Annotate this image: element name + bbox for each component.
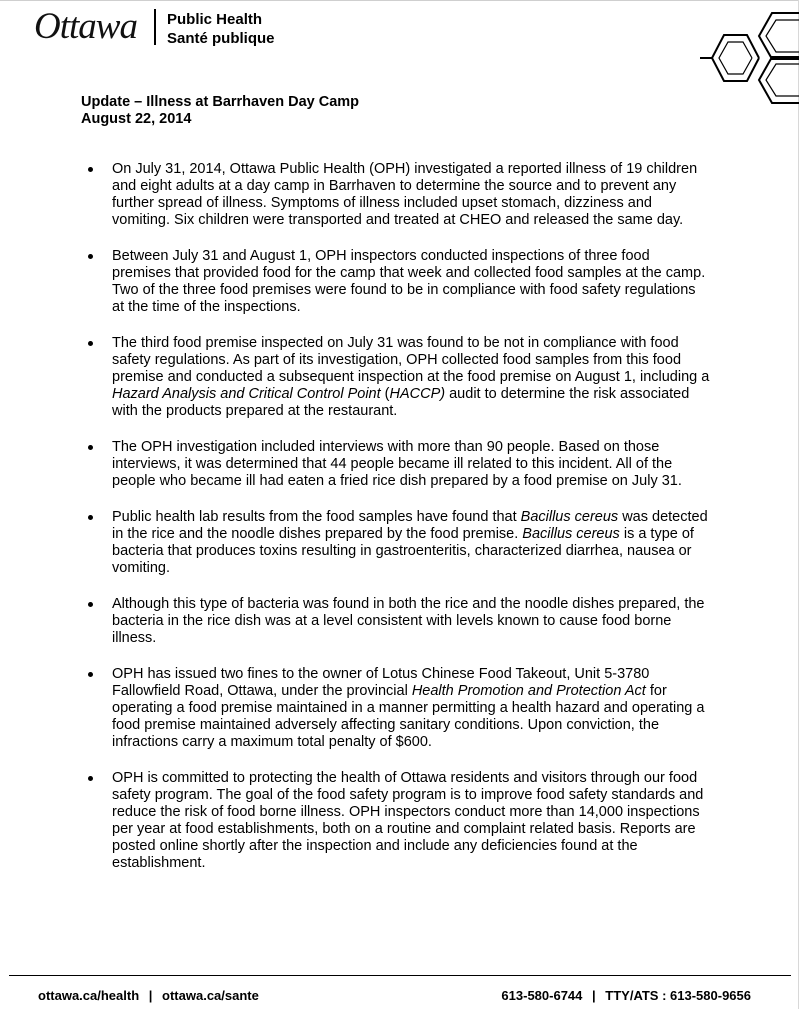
bullet-text-italic: Bacillus cereus (520, 509, 619, 525)
bullet-text-run: was detected in the rice and the noodle dishes prepared by the food premise. (112, 509, 708, 542)
department-name-fr: Santé publique (167, 30, 275, 47)
bullet-text (112, 770, 710, 872)
bullet-dot-icon (88, 776, 93, 781)
bullet-item (0, 666, 710, 751)
bullet-text (112, 509, 710, 577)
bullet-dot-icon (88, 445, 93, 450)
bullet-text-run: for operating a food premise maintained in a manner permitting a health hazard and operating a food premise maintained adversely affecting sanitary conditions. Upon conviction, the infractions carry a maximum total penalty of $600. (112, 683, 705, 750)
bullet-dot-icon (88, 602, 93, 607)
bullet-text-run: The third food premise inspected on July 31 was found to be not in compliance with food safety regulations. As part of its investigation, OPH collected food samples from this food premise and conducted a subsequent inspection at the food premise on August 1, including a (112, 335, 710, 385)
document-title (81, 94, 359, 128)
footer-phone: 613-580-6744 (501, 988, 583, 1003)
bullet-text-run: OPH is committed to protecting the health of Ottawa residents and visitors through our food safety program. The goal of the food safety program is to improve food safety standards and reduce the risk of food borne illness. OPH inspectors conduct more than 14,000 inspections per year at food establishments, both on a routine and complaint related basis. Reports are posted online shortly after the inspection and include any deficiencies found at the establishment. (112, 770, 704, 871)
bullet-text-italic: Bacillus cereus (522, 526, 620, 542)
footer-tty: TTY/ATS : 613-580-9656 (605, 988, 751, 1003)
ottawa-logo: Ottawa (34, 6, 137, 47)
bullet-text (112, 248, 710, 316)
bullet-text (112, 335, 710, 420)
bullet-text (112, 596, 710, 647)
title-date: August 22, 2014 (81, 111, 192, 127)
bullet-text (112, 161, 710, 229)
department-name-en: Public Health (167, 11, 263, 28)
top-border (0, 0, 799, 1)
footer-contact (498, 988, 754, 1003)
logo-divider (154, 9, 156, 45)
footer-separator-2: | (592, 988, 596, 1003)
bullet-item (0, 509, 710, 577)
footer-link-sante[interactable]: ottawa.ca/sante (162, 988, 259, 1003)
bullet-text-run: ( (380, 386, 390, 402)
bullet-text-run: OPH has issued two fines to the owner of Lotus Chinese Food Takeout, Unit 5-3780 Fallowfield Road, Ottawa, under the provincial (112, 666, 650, 699)
bullet-dot-icon (88, 672, 93, 677)
bullet-text-italic: Health Promotion and Protection Act (411, 683, 646, 699)
bullet-text (112, 666, 710, 751)
bullet-text-run: Between July 31 and August 1, OPH inspectors conducted inspections of three food premises that provided food for the camp that week and collected food samples at the camp. Two of the three food premises were found to be in compliance with food safety regulations at the time of the inspections. (112, 248, 706, 315)
bullet-text-run: audit to determine the risk associated with the products prepared at the restaurant. (112, 386, 690, 419)
bullet-text-italic: Hazard Analysis and Critical Control Point (112, 386, 381, 402)
title-heading: Update – Illness at Barrhaven Day Camp (81, 94, 360, 110)
bullet-dot-icon (88, 167, 93, 172)
bullet-text-run: is a type of bacteria that produces toxins resulting in gastroenteritis, characterized diarrhea, nausea or vomiting. (112, 526, 694, 576)
bullet-item (0, 335, 710, 420)
bullet-item (0, 439, 710, 490)
bullet-item (0, 248, 710, 316)
bullet-text-run: On July 31, 2014, Ottawa Public Health (OPH) investigated a reported illness of 19 children and eight adults at a day camp in Barrhaven to determine the source and to prevent any further spread of illness. Symptoms of illness included upset stomach, dizziness and vomiting. Six children were transported and treated at CHEO and released the same day. (112, 161, 698, 228)
bullet-text-run: Although this type of bacteria was found in both the rice and the noodle dishes prepared, the bacteria in the rice dish was at a level consistent with levels known to cause food borne illness. (112, 596, 705, 646)
bullet-dot-icon (88, 515, 93, 520)
bullet-text-run: The OPH investigation included interviews with more than 90 people. Based on those interviews, it was determined that 44 people became ill related to this incident. All of the people who became ill had eaten a fried rice dish prepared by a food premise on July 31. (112, 439, 682, 489)
footer-separator: | (148, 988, 153, 1003)
bullet-dot-icon (88, 341, 93, 346)
bullet-text-run: Public health lab results from the food samples have found that (112, 509, 521, 525)
footer-links (35, 988, 262, 1003)
bullet-dot-icon (88, 254, 93, 259)
bullet-text-italic: HACCP) (389, 386, 446, 402)
department-name (167, 10, 275, 48)
bullet-text (112, 439, 710, 490)
bullet-list (0, 161, 799, 891)
bullet-item (0, 770, 710, 872)
bullet-item (0, 161, 710, 229)
bullet-item (0, 596, 710, 647)
footer-link-health[interactable]: ottawa.ca/health (38, 988, 140, 1003)
footer-divider (9, 975, 791, 976)
hexagon-graphic (700, 12, 799, 104)
